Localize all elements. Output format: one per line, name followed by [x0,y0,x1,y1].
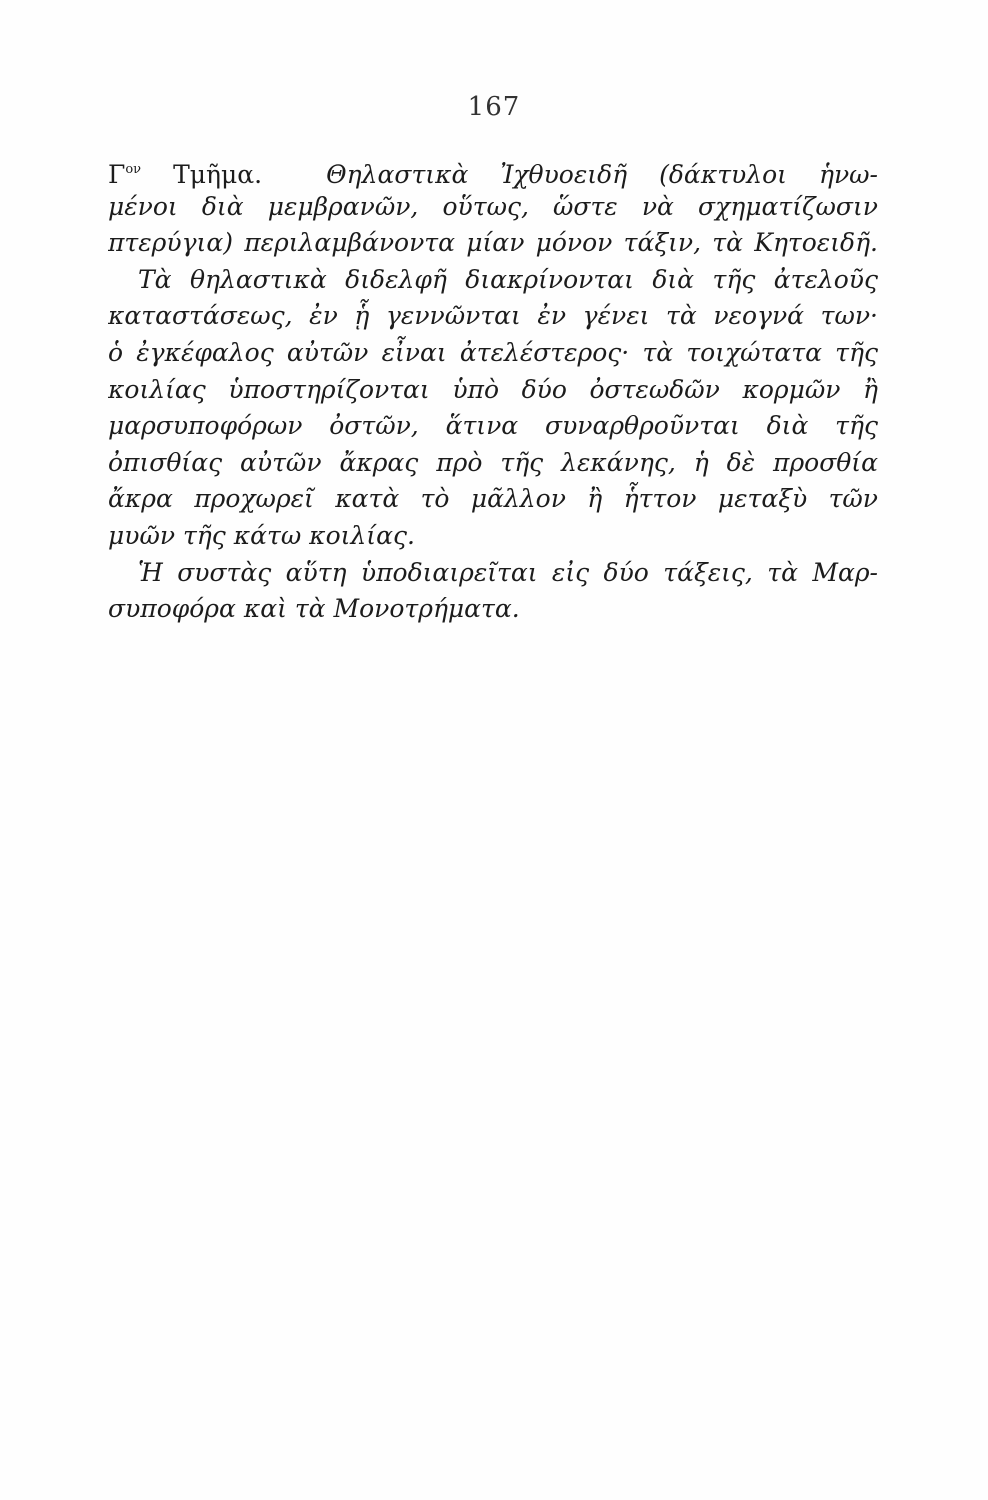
body-text [108,152,878,628]
text-line-10: ἄκρα προχωρεῖ κατὰ τὸ μᾶλλον ἢ ἧττον μεταξὺ τῶν [108,484,878,514]
section-word: Τμῆμα. [173,160,263,189]
text-line-2: μένοι διὰ μεμβρανῶν, οὕτως, ὥστε νὰ σχηματίζωσιν [108,191,878,221]
section-ordinal-suffix: ον [125,162,142,177]
text-line-3: πτερύγια) περιλαμβάνοντα μίαν μόνον τάξιν, τὰ Κητοειδῆ. [108,228,878,258]
text-line-1-content: Θηλαστικὰ Ἰχθυοειδῆ (δάκτυλοι ἡνω- [326,160,878,189]
text-line-12: Ἡ συστὰς αὕτη ὑποδιαιρεῖται εἰς δύο τάξεις, τὰ Μαρ- [138,557,878,587]
section-ordinal: Γ [108,160,126,189]
text-line-6: ὁ ἐγκέφαλος αὐτῶν εἶναι ἀτελέστερος· τὰ τοιχώτατα τῆς [108,337,878,367]
text-line-7: κοιλίας ὑποστηρίζονται ὑπὸ δύο ὀστεωδῶν κορμῶν ἢ [108,374,878,404]
text-line-13: συποφόρα καὶ τὰ Μονοτρήματα. [108,594,520,624]
text-line-1 [108,152,878,189]
text-line-9: ὀπισθίας αὐτῶν ἄκρας πρὸ τῆς λεκάνης, ἡ δὲ προσθία [108,447,878,477]
page-number: 167 [467,92,521,122]
text-line-5: καταστάσεως, ἐν ᾗ γεννῶνται ἐν γένει τὰ νεογνά των· [108,301,878,331]
text-line-4: Τὰ θηλαστικὰ διδελφῆ διακρίνονται διὰ τῆς ἀτελοῦς [138,264,878,294]
text-line-11: μυῶν τῆς κάτω κοιλίας. [108,520,415,550]
text-line-8: μαρσυποφόρων ὀστῶν, ἅτινα συναρθροῦνται διὰ τῆς [108,411,878,441]
